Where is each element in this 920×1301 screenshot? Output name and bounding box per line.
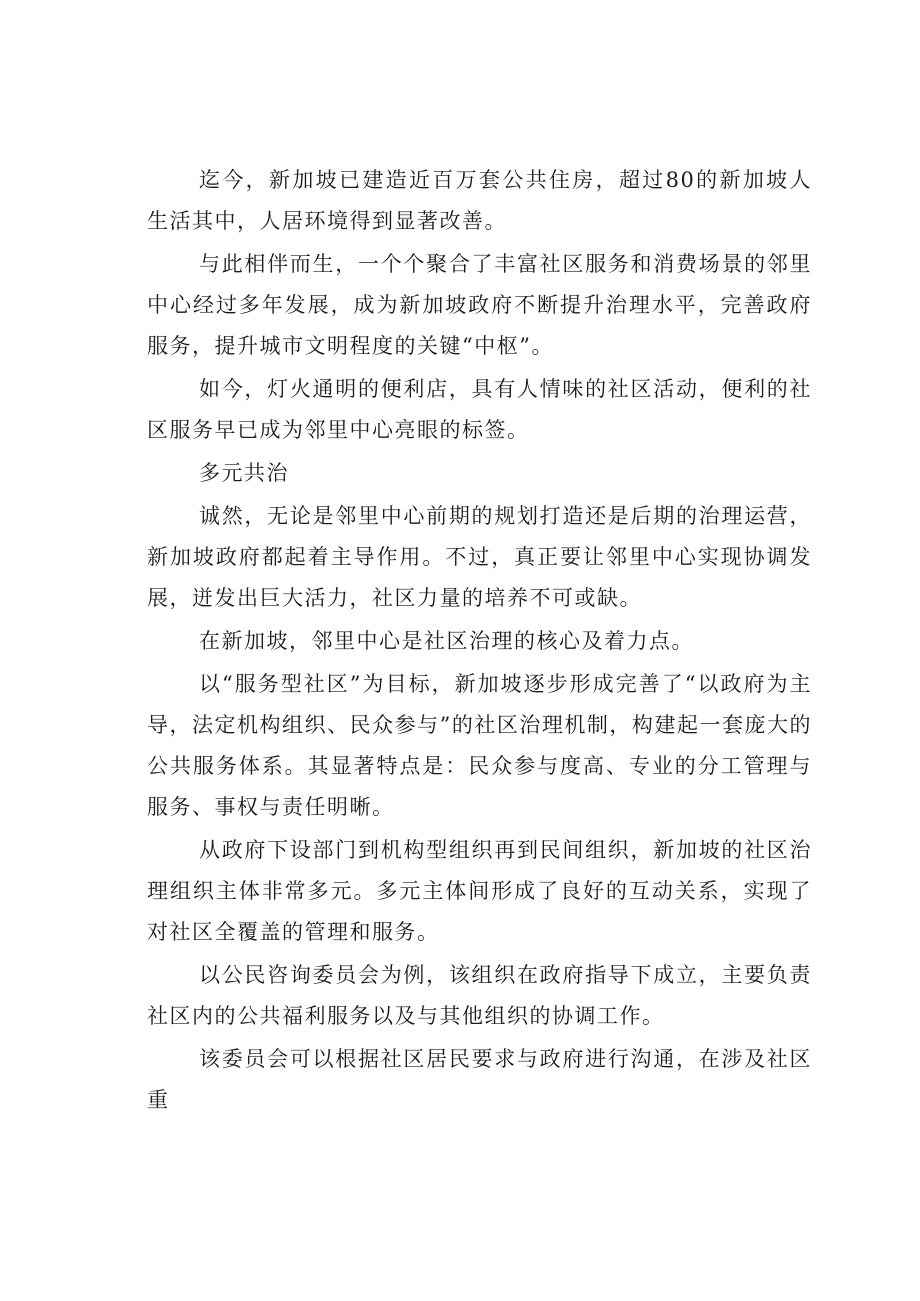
paragraph-8: 以公民咨询委员会为例，该组织在政府指导下成立，主要负责社区内的公共福利服务以及与其他组织的协调工作。 <box>147 963 812 1028</box>
paragraph-7: 从政府下设部门到机构型组织再到民间组织，新加坡的社区治理组织主体非常多元。多元主体间形成了良好的互动关系，实现了对社区全覆盖的管理和服务。 <box>147 838 812 944</box>
section-heading: 多元共治 <box>199 461 289 485</box>
paragraph-1: 迄今，新加坡已建造近百万套公共住房，超过80的新加坡人生活其中，人居环境得到显著改善。 <box>147 168 812 233</box>
document-body <box>147 160 812 1123</box>
paragraph-4: 诚然，无论是邻里中心前期的规划打造还是后期的治理运营，新加坡政府都起着主导作用。不过，真正要让邻里中心实现协调发展，迸发出巨大活力，社区力量的培养不可或缺。 <box>147 504 812 610</box>
paragraph-2: 与此相伴而生，一个个聚合了丰富社区服务和消费场景的邻里中心经过多年发展，成为新加坡政府不断提升治理水平，完善政府服务，提升城市文明程度的关键“中枢”。 <box>147 252 812 358</box>
paragraph-9: 该委员会可以根据社区居民要求与政府进行沟通，在涉及社区重 <box>147 1047 812 1112</box>
paragraph-3: 如今，灯火通明的便利店，具有人情味的社区活动，便利的社区服务早已成为邻里中心亮眼的标签。 <box>147 377 812 442</box>
paragraph-5: 在新加坡，邻里中心是社区治理的核心及着力点。 <box>199 629 694 653</box>
paragraph-6: 以“服务型社区”为目标，新加坡逐步形成完善了“以政府为主导，法定机构组织、民众参与”的社区治理机制，构建起一套庞大的公共服务体系。其显著特点是：民众参与度高、专业的分工管理与服务、事权与责任明晰。 <box>147 672 812 819</box>
